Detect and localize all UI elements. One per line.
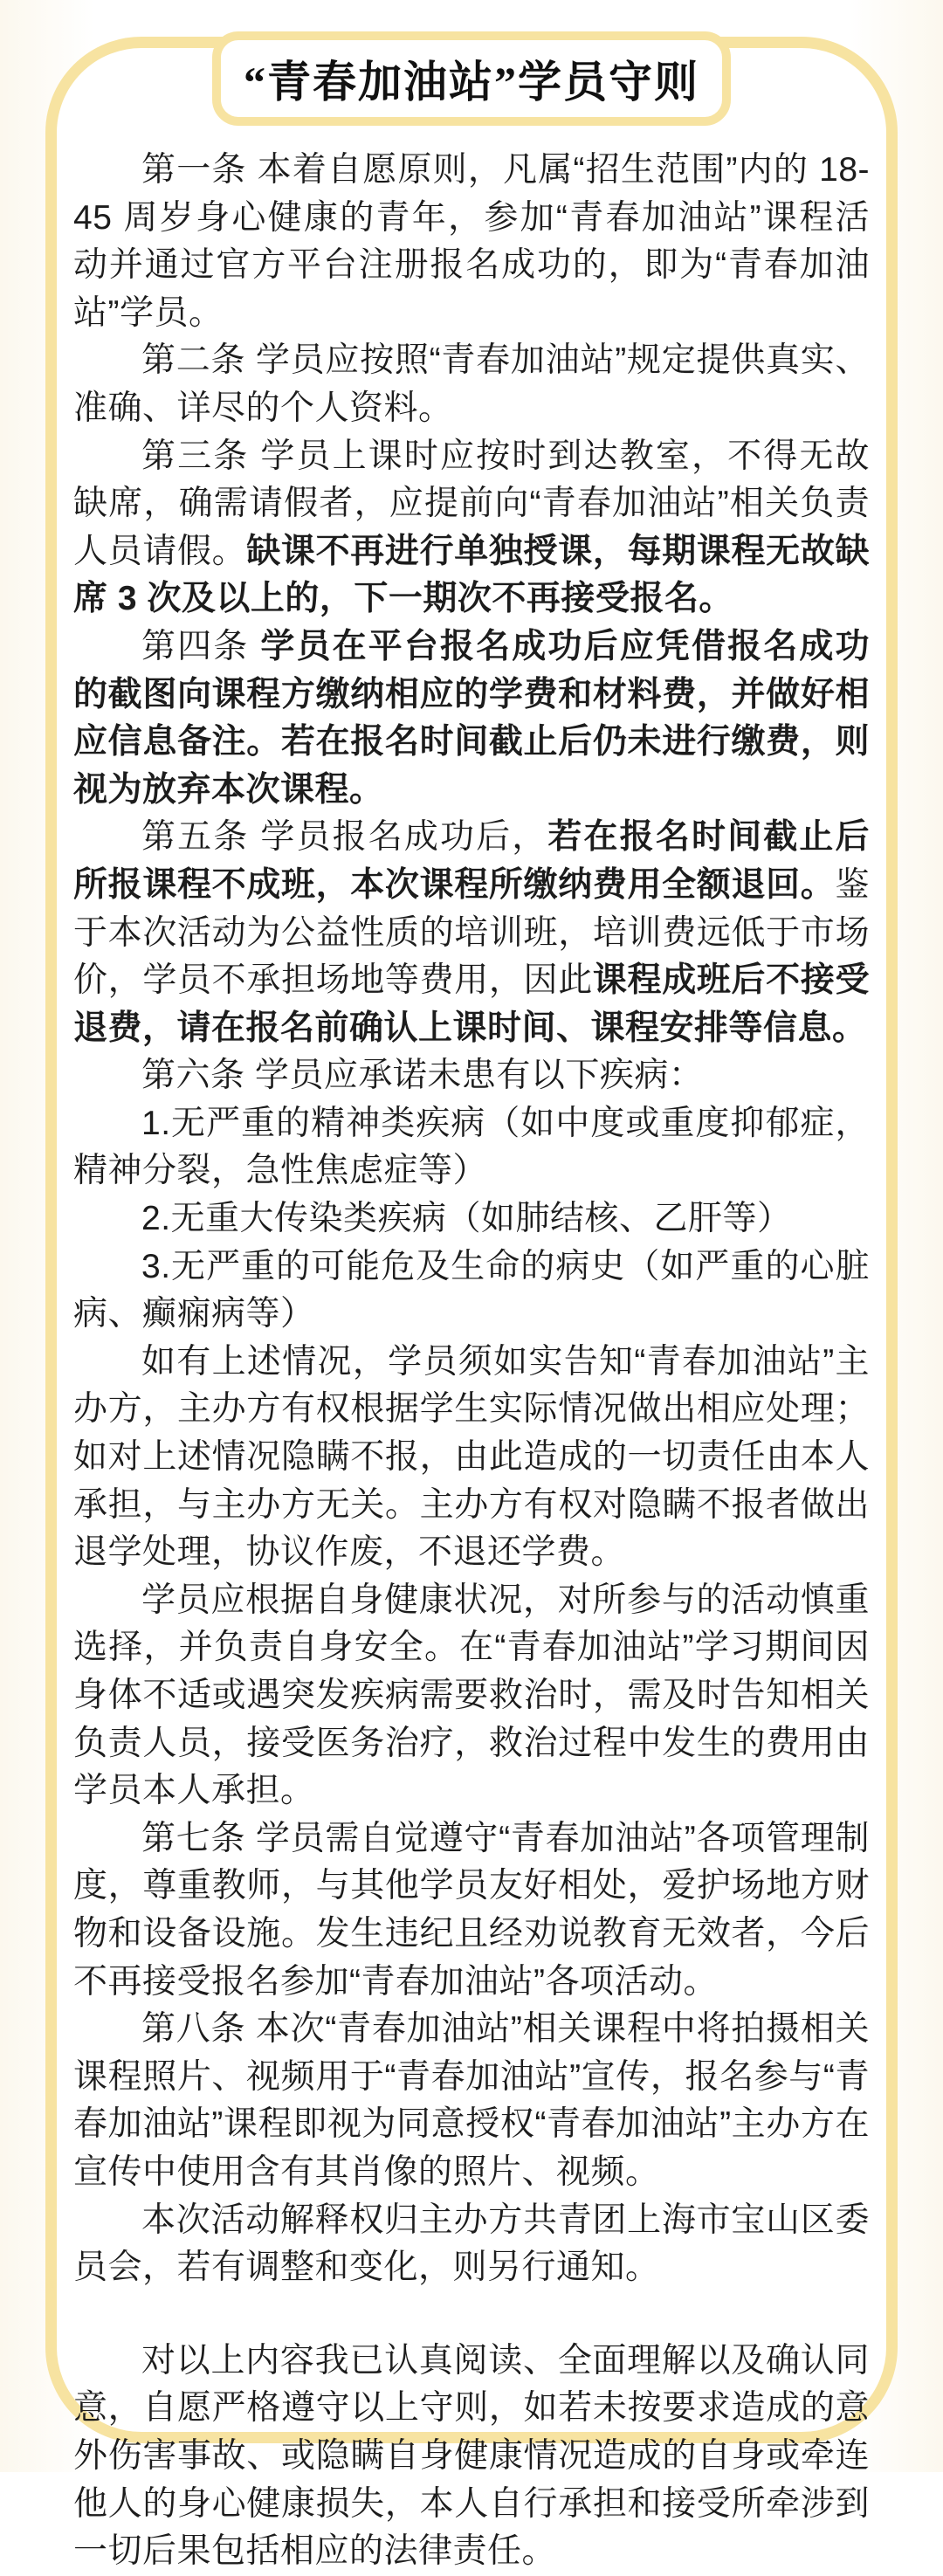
paragraph bbox=[73, 1100, 870, 1195]
paragraph bbox=[73, 1577, 870, 1815]
document-title-badge bbox=[212, 31, 731, 126]
paragraph-run: 1.无严重的精神类疾病（如中度或重度抑郁症，精神分裂，急性焦虑症等） bbox=[73, 1104, 870, 1190]
paragraph bbox=[73, 1243, 870, 1339]
paragraph-run: 本次活动解释权归主办方共青团上海市宝山区委员会，若有调整和变化，则另行通知。 bbox=[73, 2201, 870, 2287]
paragraph bbox=[73, 2338, 870, 2576]
paragraph-run: 第六条 学员应承诺未患有以下疾病： bbox=[141, 1057, 704, 1095]
paragraph bbox=[73, 1815, 870, 2006]
paragraph-run: 对以上内容我已认真阅读、全面理解以及确认同意，自愿严格遵守以上守则，如若未按要求造成的意外伤害事故、或隐瞒自身健康情况造成的自身或牵连他人的身心健康损失，本人自行承担和接受所牵涉到一切后果包括相应的法律责任。 bbox=[73, 2341, 870, 2571]
paragraph-run-bold: 课程成班后不接受退费，请在报名前确认上课时间、课程安排等信息。 bbox=[73, 961, 870, 1047]
paragraph-run: 学员应根据自身健康状况，对所参与的活动慎重选择，并负责自身安全。在“青春加油站”学习期间因身体不适或遇突发疾病需要救治时，需及时告知相关负责人员，接受医务治疗，救治过程中发生的费用由学员本人承担。 bbox=[73, 1581, 870, 1810]
document-title: “青春加油站”学员守则 bbox=[244, 58, 699, 107]
paragraph bbox=[73, 2197, 870, 2292]
paragraph-run: 第一条 本着自愿原则，凡属“招生范围”内的 18-45 周岁身心健康的青年，参加“青春加油站”课程活动并通过官方平台注册报名成功的，即为“青春加油站”学员。 bbox=[73, 151, 870, 332]
paragraph bbox=[73, 623, 870, 814]
paragraph-run-bold: 若在报名时间截止后所报课程不成班，本次课程所缴纳费用全额退回。 bbox=[73, 818, 870, 904]
paragraph-run: 第七条 学员需自觉遵守“青春加油站”各项管理制度，尊重教师，与其他学员友好相处，爱护场地方财物和设备设施。发生违纪且经劝说教育无效者，今后不再接受报名参加“青春加油站”各项活动。 bbox=[73, 1819, 870, 2001]
paragraph bbox=[73, 433, 870, 623]
paragraph bbox=[73, 147, 870, 337]
paragraph bbox=[73, 814, 870, 1052]
paragraph-run-bold: 缺课不再进行单独授课，每期课程无故缺席 3 次及以上的，下一期次不再接受报名。 bbox=[73, 532, 870, 618]
paragraph-run: 如有上述情况，学员须如实告知“青春加油站”主办方，主办方有权根据学生实际情况做出相应处理；如对上述情况隐瞒不报，由此造成的一切责任由本人承担，与主办方无关。主办方有权对隐瞒不报者做出退学处理，协议作废，不退还学费。 bbox=[73, 1342, 870, 1572]
document-body bbox=[73, 147, 870, 2576]
paragraph-run-bold: 学员在平台报名成功后应凭借报名成功的截图向课程方缴纳相应的学费和材料费，并做好相应信息备注。若在报名时间截止后仍未进行缴费，则视为放弃本次课程。 bbox=[73, 627, 870, 809]
paragraph-run: 第八条 本次“青春加油站”相关课程中将拍摄相关课程照片、视频用于“青春加油站”宣传，报名参与“青春加油站”课程即视为同意授权“青春加油站”主办方在宣传中使用含有其肖像的照片、视频。 bbox=[73, 2010, 870, 2191]
paragraph bbox=[73, 1339, 870, 1577]
paragraph-run: 第四条 bbox=[141, 627, 261, 665]
paragraph bbox=[73, 337, 870, 432]
paragraph bbox=[73, 1195, 870, 1243]
paragraph-run: 第三条 学员上课时应按时到达教室，不得无故缺席，确需请假者，应提前向“青春加油站”相关负责人员请假。 bbox=[73, 437, 870, 570]
paragraph-run: 第五条 学员报名成功后， bbox=[141, 818, 548, 857]
paragraph bbox=[73, 1052, 870, 1100]
paragraph bbox=[73, 2006, 870, 2196]
paragraph-run: 2.无重大传染类疾病（如肺结核、乙肝等） bbox=[141, 1200, 792, 1238]
paragraph-run: 3.无严重的可能危及生命的病史（如严重的心脏病、癫痫病等） bbox=[73, 1247, 870, 1333]
paragraph-run: 鉴于本次活动为公益性质的培训班，培训费远低于市场价，学员不承担场地等费用，因此 bbox=[73, 865, 870, 1000]
paragraph-run: 第二条 学员应按照“青春加油站”规定提供真实、准确、详尽的个人资料。 bbox=[73, 341, 870, 427]
